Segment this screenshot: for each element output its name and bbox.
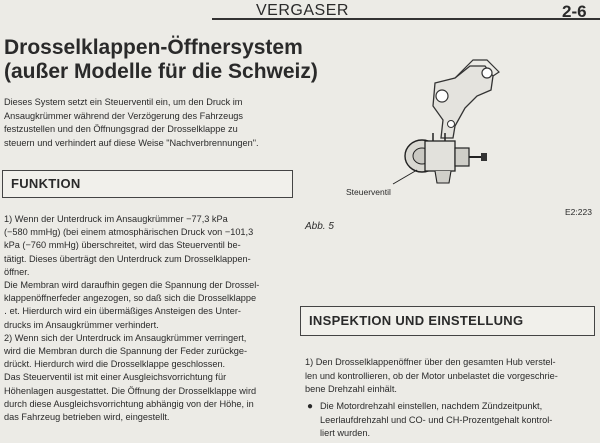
funktion-line: Das Steuerventil ist mit einer Ausgleichsvorrichtung für [4, 372, 227, 383]
funktion-line: durch diese Ausgleichsvorrichtung abhängig von der Höhe, in [4, 398, 254, 409]
funktion-heading: FUNKTION [2, 170, 293, 198]
page-number: 2-6 [562, 2, 587, 21]
figure-code: E2:223 [565, 207, 592, 217]
inspektion-step1 [305, 356, 558, 397]
step1-line: bene Drehzahl einhält. [305, 384, 397, 394]
funktion-line: ․ et. Hierdurch wird ein übermäßiges Ansteigen des Unter- [4, 306, 241, 317]
step1-line: 1) Den Drosselklappenöffner über den gesamten Hub verstel- [305, 357, 556, 367]
bullet1-line: Leerlaufdrehzahl und CO- und CH-Prozentgehalt kontrol- [320, 414, 553, 425]
intro-line: festzustellen und den Öffnungsgrad der Drosselklappe zu [4, 124, 238, 134]
funktion-line: Höhenlagen ausgestattet. Die Öffnung der Drosselklappe wird [4, 385, 257, 396]
intro-paragraph [4, 96, 259, 150]
funktion-line: wird die Membran durch die Spannung der Feder zurückge- [4, 346, 248, 357]
intro-line: steuern und verhindert auf diese Weise "Nachverbrennungen". [4, 137, 259, 148]
funktion-line: drückt. Hierdurch wird die Drosselklappe geschlossen. [4, 359, 226, 370]
funktion-line: 2) Wenn sich der Unterdruck im Ansaugkrümmer verringert, [4, 332, 247, 343]
bullet1-line: liert wurden. [320, 428, 371, 438]
intro-line: Dieses System setzt ein Steuerventil ein, um den Druck im [4, 97, 243, 107]
funktion-line: öffner. [4, 266, 30, 277]
funktion-text [4, 213, 259, 424]
funktion-line: kPa (−760 mmHg) überschreitet, wird das Steuerventil be- [4, 240, 241, 251]
figure-label: Steuerventil [346, 187, 391, 197]
inspektion-heading: INSPEKTION UND EINSTELLUNG [300, 306, 595, 336]
section-title: VERGASER [256, 2, 349, 19]
funktion-line: tätigt. Dieses überträgt den Unterdruck zum Drosselklappen- [4, 253, 251, 264]
figure-caption: Abb. 5 [305, 221, 334, 232]
funktion-line: das Fahrzeug betrieben wird, eingestellt. [4, 412, 170, 423]
page-title-line2: (außer Modelle für die Schweiz) [4, 60, 318, 83]
funktion-line: Die Membran wird daraufhin gegen die Spannung der Drossel- [4, 280, 260, 291]
bullet1-line: Die Motordrehzahl einstellen, nachdem Zündzeitpunkt, [320, 401, 543, 411]
funktion-line: (−580 mmHg) (bei einem atmosphärischen Druck von −101,3 [4, 227, 254, 238]
funktion-line: klappenöffnerfeder angezogen, so daß sich die Drosselklappe [4, 293, 257, 304]
intro-line: Ansaugkrümmer während der Verzögerung des Fahrzeugs [4, 110, 244, 121]
step1-line: len und kontrollieren, ob der Motor unbelastet die vorgeschrie- [305, 370, 558, 381]
bullet-dot: ● [307, 401, 314, 412]
funktion-line: 1) Wenn der Unterdruck im Ansaugkrümmer −77,3 kPa [4, 214, 228, 224]
page-title-line1: Drosselklappen-Öffnersystem [4, 36, 303, 59]
inspektion-bullet1 [320, 400, 552, 441]
funktion-line: drucks im Ansaugkrümmer verhindert. [4, 319, 159, 330]
